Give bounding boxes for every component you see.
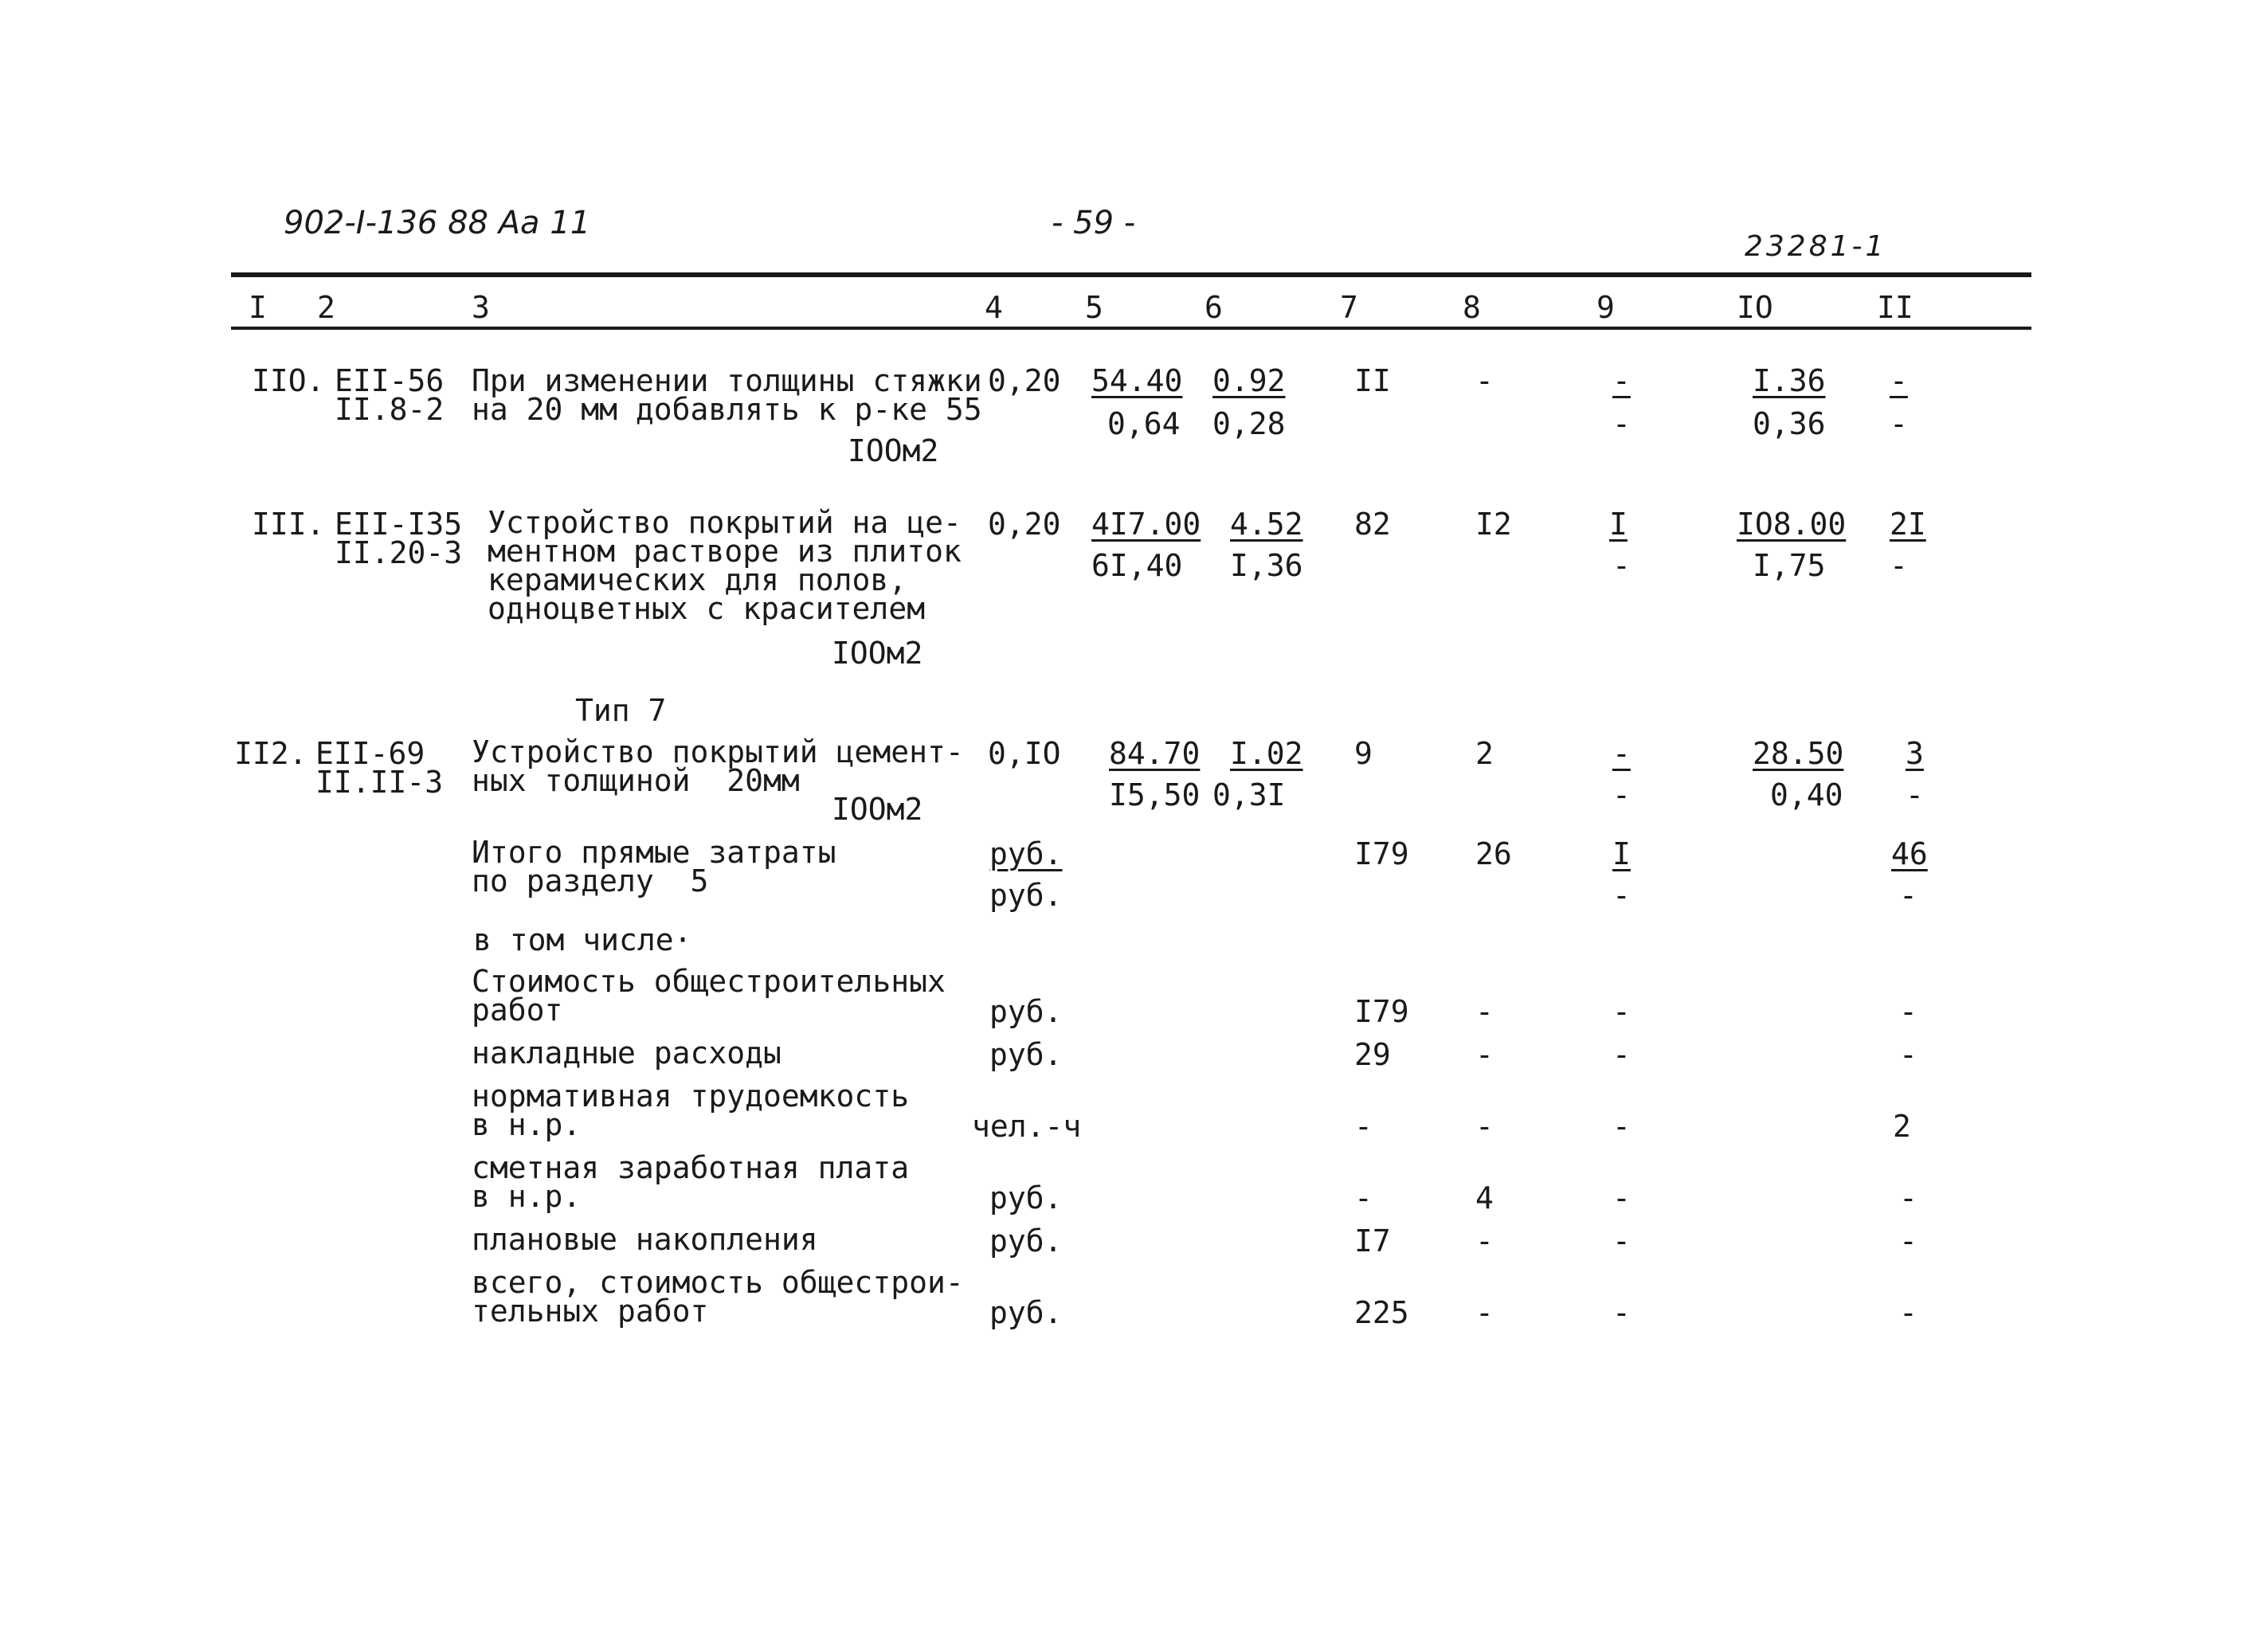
breakdown-cost: I79 <box>1354 994 1409 1029</box>
breakdown-label: плановые накопления <box>472 1222 818 1257</box>
column-header: I <box>249 290 267 325</box>
totals-extra: 46 <box>1891 836 1928 871</box>
breakdown-label: нормативная трудоемкость в н.р. <box>472 1078 910 1142</box>
breakdown-unit: руб. <box>989 994 1063 1029</box>
machine-wage-value: 0,3I <box>1212 777 1286 812</box>
breakdown-extra: - <box>1899 1223 1917 1259</box>
row-number: III. <box>252 507 325 542</box>
extra-value: - <box>1890 363 1908 398</box>
work-description: Устройство покрытий на це- ментном растворе из плиток керамических для полов, одноцветных с красителем <box>488 505 962 626</box>
labor-value: 28.50 <box>1753 736 1844 771</box>
work-description: При изменении толщины стяжки на 20 мм добавлять к р-ке 55 <box>472 363 982 427</box>
extra-sub-value: - <box>1906 777 1924 812</box>
breakdown-label: Стоимость общестроительных работ <box>472 964 946 1028</box>
breakdown-wage: - <box>1475 1223 1494 1259</box>
machine-wage-value: 0,28 <box>1212 406 1286 441</box>
total-wage-value: - <box>1475 363 1494 398</box>
unit-of-measure: IOOм2 <box>832 792 923 827</box>
labor-machine-value: 0,40 <box>1770 777 1843 812</box>
norm-subcode: II.8-2 <box>335 392 445 427</box>
table-top-rule <box>231 272 2031 277</box>
column-header: IO <box>1737 290 1773 325</box>
breakdown-wage: - <box>1475 1037 1494 1072</box>
table-header-rule <box>231 327 2031 330</box>
column-header: 7 <box>1340 290 1358 325</box>
breakdown-cost: 225 <box>1354 1295 1409 1330</box>
row-number: IIO. <box>252 363 325 398</box>
total-machine-wage-value: - <box>1612 777 1631 812</box>
unit-wage-value: 0,64 <box>1107 406 1181 441</box>
breakdown-unit: руб. <box>989 1037 1063 1072</box>
breakdown-unit: чел.-ч <box>972 1109 1082 1144</box>
labor-value: I.36 <box>1753 363 1826 398</box>
page-number: - 59 - <box>1052 205 1136 241</box>
breakdown-label: сметная заработная плата в н.р. <box>472 1150 910 1214</box>
unit-cost-value: 54.40 <box>1091 363 1183 398</box>
total-cost-value: 82 <box>1354 507 1391 542</box>
breakdown-machine: - <box>1612 1223 1631 1259</box>
machine-cost-value: I.02 <box>1230 736 1303 771</box>
breakdown-cost: - <box>1354 1109 1373 1144</box>
column-header: 2 <box>317 290 335 325</box>
total-machine-wage-value: - <box>1612 406 1631 441</box>
quantity-value: 0,20 <box>988 363 1061 398</box>
norm-code: EII-I35 <box>335 507 463 542</box>
machine-cost-value: 0.92 <box>1212 363 1286 398</box>
section-heading: Тип 7 <box>575 693 667 728</box>
document-code: 902-I-136 88 Аа 11 <box>284 205 591 241</box>
totals-machine-sub: - <box>1612 878 1631 913</box>
breakdown-label: всего, стоимость общестрои- тельных работ <box>472 1265 964 1329</box>
total-cost-value: 9 <box>1354 736 1373 771</box>
machine-wage-value: I,36 <box>1230 548 1303 583</box>
extra-value: 2I <box>1890 507 1926 542</box>
breakdown-wage: - <box>1475 1295 1494 1330</box>
breakdown-machine: - <box>1612 1180 1631 1216</box>
column-header: 9 <box>1596 290 1615 325</box>
unit-cost-value: 84.70 <box>1109 736 1201 771</box>
breakdown-label: накладные расходы <box>472 1035 781 1071</box>
column-header: II <box>1877 290 1914 325</box>
breakdown-wage: 4 <box>1475 1180 1494 1216</box>
labor-machine-value: 0,36 <box>1753 406 1826 441</box>
breakdown-cost: I7 <box>1354 1223 1391 1259</box>
total-machine-wage-value: - <box>1612 548 1631 583</box>
extra-sub-value: - <box>1890 406 1908 441</box>
totals-machine: I <box>1612 836 1631 871</box>
labor-machine-value: I,75 <box>1753 548 1826 583</box>
breakdown-wage: - <box>1475 994 1494 1029</box>
totals-unit-sub: руб. <box>989 878 1063 913</box>
machine-cost-value: 4.52 <box>1230 507 1303 542</box>
row-number: II2. <box>234 736 307 771</box>
total-wage-value: 2 <box>1475 736 1494 771</box>
labor-value: IO8.00 <box>1737 507 1847 542</box>
totals-wage: 26 <box>1475 836 1512 871</box>
breakdown-extra: - <box>1899 1037 1917 1072</box>
including-label: в том числе· <box>473 922 692 957</box>
norm-subcode: II.II-3 <box>315 765 444 800</box>
breakdown-extra: - <box>1899 994 1917 1029</box>
breakdown-extra: - <box>1899 1295 1917 1330</box>
totals-cost: I79 <box>1354 836 1409 871</box>
total-cost-value: II <box>1354 363 1391 398</box>
column-header: 5 <box>1085 290 1103 325</box>
norm-code: EII-56 <box>335 363 445 398</box>
quantity-value: 0,20 <box>988 507 1061 542</box>
column-header: 4 <box>985 290 1003 325</box>
breakdown-unit: руб. <box>989 1180 1063 1216</box>
breakdown-unit: руб. <box>989 1223 1063 1259</box>
registration-stamp: 23281-1 <box>1745 230 1887 263</box>
unit-wage-value: 6I,40 <box>1091 548 1183 583</box>
unit-wage-value: I5,50 <box>1109 777 1201 812</box>
total-wage-value: I2 <box>1475 507 1512 542</box>
unit-of-measure: IOOм2 <box>832 636 923 671</box>
quantity-value: 0,IO <box>988 736 1061 771</box>
column-header: 8 <box>1463 290 1481 325</box>
total-machine-value: - <box>1612 736 1631 771</box>
unit-cost-value: 4I7.00 <box>1091 507 1201 542</box>
total-machine-value: - <box>1612 363 1631 398</box>
breakdown-extra: 2 <box>1893 1109 1911 1144</box>
unit-of-measure: IOOм2 <box>848 433 939 468</box>
norm-subcode: II.20-3 <box>335 535 463 570</box>
column-header: 3 <box>472 290 490 325</box>
breakdown-machine: - <box>1612 994 1631 1029</box>
breakdown-unit: руб. <box>989 1295 1063 1330</box>
breakdown-cost: - <box>1354 1180 1373 1216</box>
extra-value: 3 <box>1906 736 1924 771</box>
work-description: Устройство покрытий цемент- ных толщиной 20мм <box>472 734 964 798</box>
totals-unit: руб. <box>989 836 1063 871</box>
breakdown-machine: - <box>1612 1295 1631 1330</box>
column-header: 6 <box>1205 290 1223 325</box>
breakdown-wage: - <box>1475 1109 1494 1144</box>
breakdown-machine: - <box>1612 1037 1631 1072</box>
totals-extra-sub: - <box>1899 878 1917 913</box>
totals-label: Итого прямые затраты по разделу 5 <box>472 835 836 898</box>
breakdown-cost: 29 <box>1354 1037 1391 1072</box>
breakdown-extra: - <box>1899 1180 1917 1216</box>
norm-code: EII-69 <box>315 736 425 771</box>
extra-sub-value: - <box>1890 548 1908 583</box>
breakdown-machine: - <box>1612 1109 1631 1144</box>
total-machine-value: I <box>1609 507 1628 542</box>
